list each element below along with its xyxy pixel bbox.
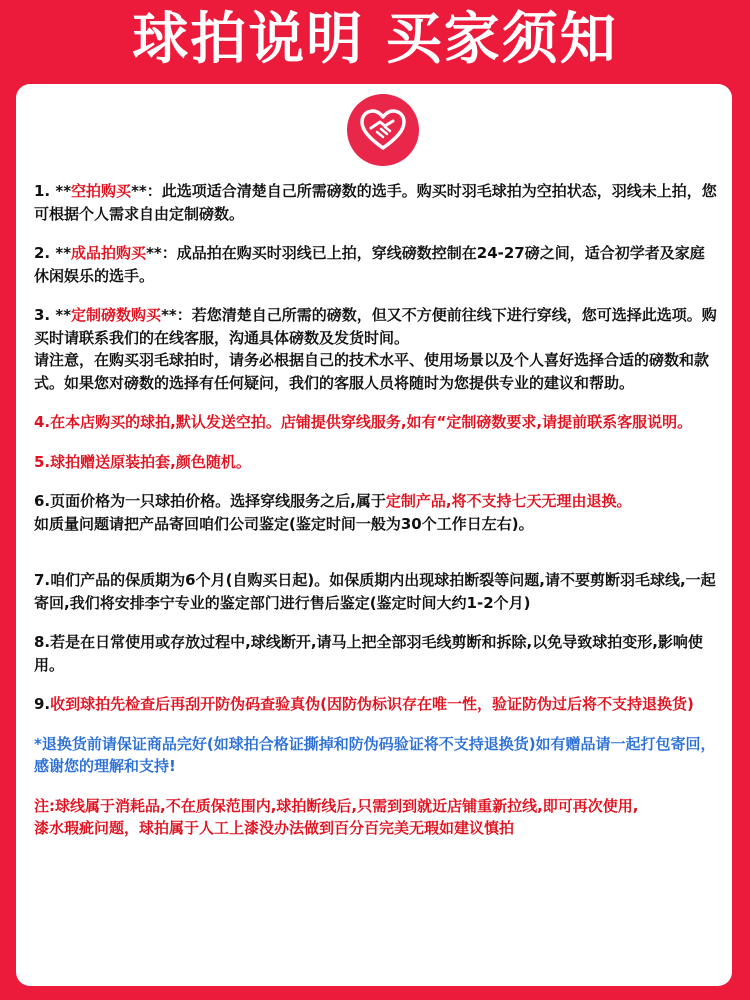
item-empty-racket: 1. **空拍购买**：此选项适合清楚自己所需磅数的选手。购买时羽毛球拍为空拍状态，羽线未上拍，您可根据个人需求自由定制磅数。 <box>34 182 717 223</box>
item-default-empty: 4.在本店购买的球拍,默认发送空拍。店铺提供穿线服务,如有“定制磅数要求,请提前联系客服说明。 <box>34 413 693 431</box>
item-price-note: 6.页面价格为一只球拍价格。选择穿线服务之后,属于定制产品,将不支持七天无理由退换。 如质量问题请把产品寄回咱们公司鉴定(鉴定时间一般为30个工作日左右)。 <box>34 492 632 533</box>
handshake-heart-icon <box>347 94 419 166</box>
item-warranty: 7.咱们产品的保质期为6个月(自购买日起)。如保质期内出现球拍断裂等问题,请不要剪断羽毛球线,一起寄回,我们将安排李宁专业的鉴定部门进行售后鉴定(鉴定时间大约1-2个月) <box>34 571 716 612</box>
item-anti-counterfeit: 9.收到球拍先检查后再刮开防伪码查验真伪(因防伪标识存在唯一性，验证防伪过后将不支持退换货) <box>34 695 694 713</box>
paint-flaw-note: 漆水瑕疵问题，球拍属于人工上漆没办法做到百分百完美无瑕如建议慎拍 <box>34 819 515 837</box>
return-notice: *退换货前请保证商品完好(如球拍合格证撕掉和防伪码验证将不支持退换货)如有赠品请一起打包寄回，感谢您的理解和支持! <box>34 734 716 775</box>
item-strung-racket: 2. **成品拍购买**：成品拍在购买时羽线已上拍，穿线磅数控制在24-27磅之间，适合初学者及家庭休闲娱乐的选手。 <box>34 244 705 285</box>
string-consumable-note: 注:球线属于消耗品,不在质保范围内,球拍断线后,只需到到就近店铺重新拉线,即可再次使用, 漆水瑕疵问题，球拍属于人工上漆没办法做到百分百完美无瑕如建议慎拍 <box>34 796 639 837</box>
item-custom-tension: 3. **定制磅数购买**：若您清楚自己所需的磅数，但又不方便前往线下进行穿线，您可选择此选项。购买时请联系我们的在线客服，沟通具体磅数及发货时间。 请注意，在购买羽毛球拍时，请务必根据自己的技术水平、使用场景以及个人喜好选择合适的磅数和款式。如果您对磅数的选择有任何疑问，我们的客服人员将随时为您提供专业的建议和帮助。 <box>34 306 717 392</box>
page-title: 球拍说明 买家须知 <box>132 7 618 72</box>
item-broken-string: 8.若是在日常使用或存放过程中,球线断开,请马上把全部羽毛线剪断和拆除,以免导致球拍变形,影响使用。 <box>34 633 703 674</box>
notice-card <box>16 84 732 986</box>
notice-content <box>34 180 718 840</box>
item-racket-cover: 5.球拍赠送原装拍套,颜色随机。 <box>34 452 251 471</box>
